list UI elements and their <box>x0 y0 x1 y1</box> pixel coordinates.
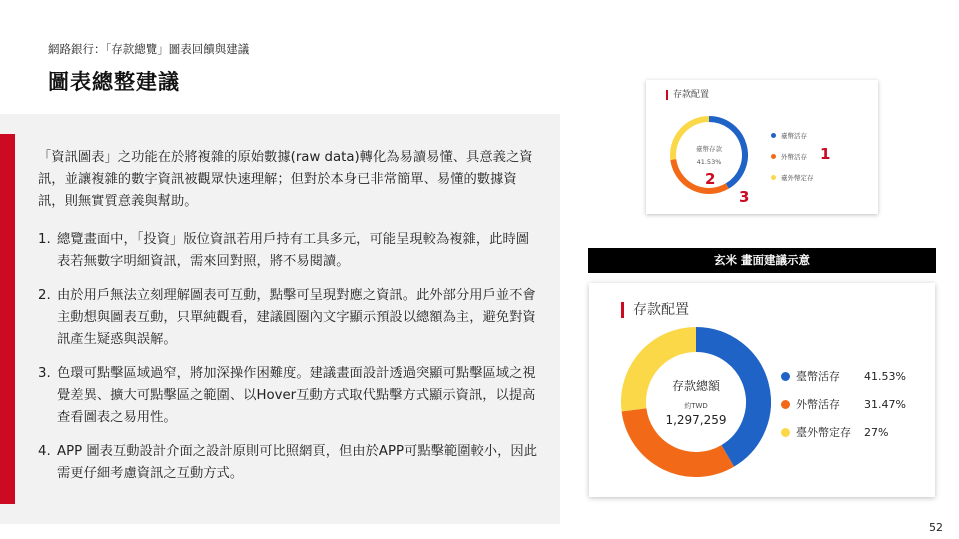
list-text: 由於用戶無法立刻理解圖表可互動，點擊可呈現對應之資訊。此外部分用戶並不會主動想與圖表互動，只單純觀看，建議圓圈內文字顯示預設以總額為主，避免對資訊產生疑惑與誤解。 <box>57 288 536 347</box>
center-value: 41.53% <box>696 158 722 166</box>
list-item <box>38 285 538 351</box>
center-label: 存款總額 <box>671 379 720 393</box>
page-number: 52 <box>929 521 943 534</box>
original-chart-card <box>646 80 878 214</box>
accent-bar <box>0 134 15 504</box>
donut-center <box>621 327 771 477</box>
center-value: 1,297,259 <box>665 413 727 427</box>
list-item <box>38 441 538 485</box>
intro-paragraph: 「資訊圖表」之功能在於將複雜的原始數據(raw data)轉化為易讀易懂、具意義之資訊，並讓複雜的數字資訊被觀眾快速理解；但對於本身已非常簡單、易懂的數據資訊，則無實質意義與幫助。 <box>38 150 533 209</box>
legend-value: 41.53% <box>864 369 906 383</box>
legend-value: 27% <box>864 425 889 439</box>
legend-label: 外幣活存 <box>796 398 840 411</box>
annotation-marker-2: 2 <box>705 170 716 188</box>
suggestion-list <box>38 229 538 497</box>
legend-item[interactable] <box>781 396 906 412</box>
list-number: 4. <box>38 444 51 459</box>
chart-title: 存款配置 <box>621 302 689 318</box>
legend-label: 臺外幣定存 <box>781 174 814 182</box>
legend-dot <box>781 428 790 437</box>
legend-item[interactable] <box>781 368 906 384</box>
list-item <box>38 363 538 429</box>
list-number: 1. <box>38 232 51 247</box>
chart-title: 存款配置 <box>666 90 709 100</box>
legend-dot <box>771 154 776 159</box>
breadcrumb: 網路銀行：「存款總覽」圖表回饋與建議 <box>48 42 250 56</box>
list-item <box>38 229 538 273</box>
legend-label: 臺外幣定存 <box>796 426 851 439</box>
list-text: 色環可點擊區域過窄，將加深操作困難度。建議畫面設計透過突顯可點擊區域之視覺差異、擴大可點擊區之範圍、以Hover互動方式取代點擊方式顯示資訊，以提高查看圖表之易用性。 <box>57 366 536 425</box>
legend-dot <box>781 400 790 409</box>
legend-label: 外幣活存 <box>781 153 807 161</box>
suggestion-banner: 玄米 畫面建議示意 <box>588 248 936 273</box>
list-number: 3. <box>38 366 51 381</box>
legend-label: 臺幣活存 <box>781 132 807 140</box>
center-unit: 約TWD <box>684 402 708 410</box>
list-text: 總覽畫面中，「投資」版位資訊若用戶持有工具多元，可能呈現較為複雜，此時圖表若無數字明細資訊，需來回對照，將不易閱讀。 <box>57 232 530 269</box>
page-title: 圖表總整建議 <box>48 70 180 94</box>
legend-item[interactable] <box>771 151 814 162</box>
legend-item[interactable] <box>781 424 906 440</box>
suggested-chart-card <box>589 283 935 497</box>
legend-dot <box>781 372 790 381</box>
list-text: APP 圖表互動設計介面之設計原則可比照網頁，但由於APP可點擊範圍較小，因此需更仔細考慮資訊之互動方式。 <box>57 444 537 481</box>
legend-label: 臺幣活存 <box>796 370 840 383</box>
list-number: 2. <box>38 288 51 303</box>
legend-item[interactable] <box>771 172 814 183</box>
legend-dot <box>771 133 776 138</box>
legend-dot <box>771 175 776 180</box>
center-label: 臺幣存款 <box>696 145 722 153</box>
chart-legend <box>771 130 814 193</box>
legend-item[interactable] <box>771 130 814 141</box>
legend-value: 31.47% <box>864 397 906 411</box>
annotation-marker-3: 3 <box>739 188 750 206</box>
annotation-marker-1: 1 <box>820 145 831 163</box>
chart-legend <box>781 368 906 452</box>
